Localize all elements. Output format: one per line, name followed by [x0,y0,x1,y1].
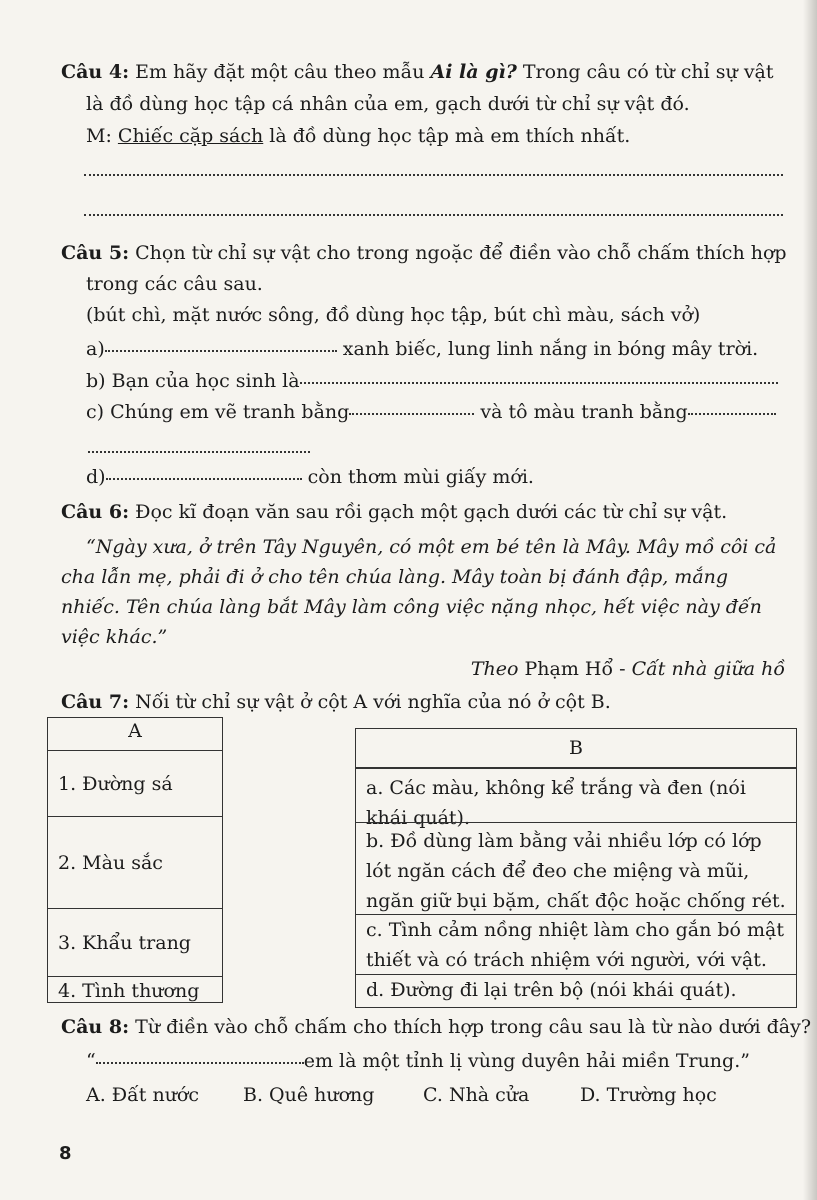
q7-col-b-item-c-line-1: c. Tình cảm nồng nhiệt làm cho gắn bó mật [366,919,784,941]
q6-passage-3: nhiếc. Tên chúa làng bắt Mây làm công việc nặng nhọc, hết việc này đến [61,596,762,618]
q7-col-a-item-3[interactable] [48,908,222,976]
q5-text: Chọn từ chỉ sự vật cho trong ngoặc để điền vào chỗ chấm thích hợp [129,242,787,264]
q7-column-b [355,768,797,1008]
q4-example [86,124,630,148]
q7-col-a-item-3-text: 3. Khẩu trang [58,931,191,954]
q7-col-b-item-a-line-1: a. Các màu, không kể trắng và đen (nói [366,777,746,799]
q4-line1 [61,60,774,84]
q7-col-b-item-b-line-1: b. Đồ dùng làm bằng vải nhiều lớp có lớp [366,830,762,852]
q7-col-b-item-a[interactable] [356,769,796,829]
q6-source-author: Phạm Hổ - [518,658,632,680]
q6-passage-4: việc khác.” [61,626,168,648]
q5-options: (bút chì, mặt nước sông, đồ dùng học tập, bút chì màu, sách vở) [86,304,701,326]
q8-blank[interactable] [96,1062,304,1064]
q5-a-prefix: a) [86,338,105,360]
q4-example-rest: là đồ dùng học tập mà em thích nhất. [263,125,631,147]
q5-b [86,369,778,393]
q7-col-a-item-1[interactable] [48,750,222,816]
q5-d-blank[interactable] [106,478,302,480]
q8-choice-d[interactable]: D. Trường học [580,1084,717,1106]
q4-label: Câu 4: [61,61,130,83]
q8-text: Từ điền vào chỗ chấm cho thích hợp trong câu sau là từ nào dưới đây? [129,1016,812,1038]
q5-c-blank-3[interactable] [88,451,310,453]
q6-source-theo: Theo [470,658,519,680]
q7-col-b-item-c[interactable] [356,914,796,974]
q6-passage-2: cha lẫn mẹ, phải đi ở cho tên chúa làng. Mây toàn bị đánh đập, mắng [61,566,729,588]
q5-c-prefix: c) Chúng em vẽ tranh bằng [86,401,350,423]
q7-line1 [61,690,611,714]
q7-col-b-item-b[interactable] [356,822,796,914]
q7-col-b-item-b-line-2: lót ngăn cách để đeo che miệng và mũi, [366,860,750,882]
q5-b-blank[interactable] [300,382,778,384]
page-number: 8 [59,1143,72,1164]
q5-c-blank-1[interactable] [349,413,474,415]
q7-col-a-item-1-text: 1. Đường sá [58,772,173,795]
q4-text-b: Trong câu có từ chỉ sự vật [516,61,774,83]
q6-passage-1: “Ngày xưa, ở trên Tây Nguyên, có một em bé tên là Mây. Mây mồ côi cả [86,536,777,558]
q7-col-a-header: A [128,720,142,742]
q5-a-suffix: xanh biếc, lung linh nắng in bóng mây trời. [336,338,759,360]
q7-column-a [47,717,223,1003]
q8-sentence [86,1049,750,1073]
q4-answer-line-2[interactable] [84,214,783,216]
q7-col-b-item-d-line-1: d. Đường đi lại trên bộ (nói khái quát). [366,979,737,1001]
q4-text-a: Em hãy đặt một câu theo mẫu [129,61,431,83]
q7-col-a-item-2[interactable] [48,816,222,908]
q7-col-b-item-b-line-3: ngăn giữ bụi bặm, chất độc hoặc chống rét. [366,890,786,912]
q5-label: Câu 5: [61,242,130,264]
q4-example-prefix: M: [86,125,118,147]
q5-a [86,337,758,361]
q8-choice-a[interactable]: A. Đất nước [86,1084,200,1106]
q6-line1 [61,500,727,524]
q8-choice-b[interactable]: B. Quê hương [243,1084,375,1106]
q7-text: Nối từ chỉ sự vật ở cột A với nghĩa của nó ở cột B. [129,691,611,713]
q5-line2: trong các câu sau. [86,273,263,295]
q4-line2: là đồ dùng học tập cá nhân của em, gạch dưới từ chỉ sự vật đó. [86,93,690,115]
q8-open-quote: “ [86,1050,96,1072]
q4-example-underlined: Chiếc cặp sách [117,125,264,147]
q4-pattern: Ai là gì? [430,61,517,83]
q8-label: Câu 8: [61,1016,130,1038]
q6-label: Câu 6: [61,501,130,523]
q8-sentence-rest: em là một tỉnh lị vùng duyên hải miền Trung.” [303,1050,750,1072]
q5-c-blank-2[interactable] [688,413,776,415]
q7-col-a-item-4-text: 4. Tình thương [58,979,200,1002]
q7-col-b-header: B [569,737,583,759]
q5-d-prefix: d) [86,466,106,488]
q5-d-suffix: còn thơm mùi giấy mới. [301,466,534,488]
q5-d [86,465,534,489]
q8-line1 [61,1015,811,1039]
q4-answer-line-1[interactable] [84,174,783,176]
q6-source-title: Cất nhà giữa hồ [631,658,785,680]
q5-a-blank[interactable] [105,350,337,352]
q5-b-prefix: b) Bạn của học sinh là [86,370,300,392]
q7-col-a-item-2-text: 2. Màu sắc [58,851,163,874]
q6-text: Đọc kĩ đoạn văn sau rồi gạch một gạch dưới các từ chỉ sự vật. [129,501,728,523]
q5-c-middle: và tô màu tranh bằng [474,401,688,423]
q8-choice-c[interactable]: C. Nhà cửa [423,1084,530,1106]
q7-col-a-item-4[interactable] [48,976,222,1004]
q5-line1 [61,241,787,265]
q7-col-b-item-c-line-2: thiết và có trách nhiệm với người, với vật. [366,949,767,971]
q7-col-b-item-a-line-2: khái quát). [366,807,471,829]
q6-source [471,657,785,681]
q5-c [86,400,776,424]
q7-col-b-item-d[interactable] [356,974,796,1009]
q7-col-b-header-box [355,728,797,768]
q7-label: Câu 7: [61,691,130,713]
